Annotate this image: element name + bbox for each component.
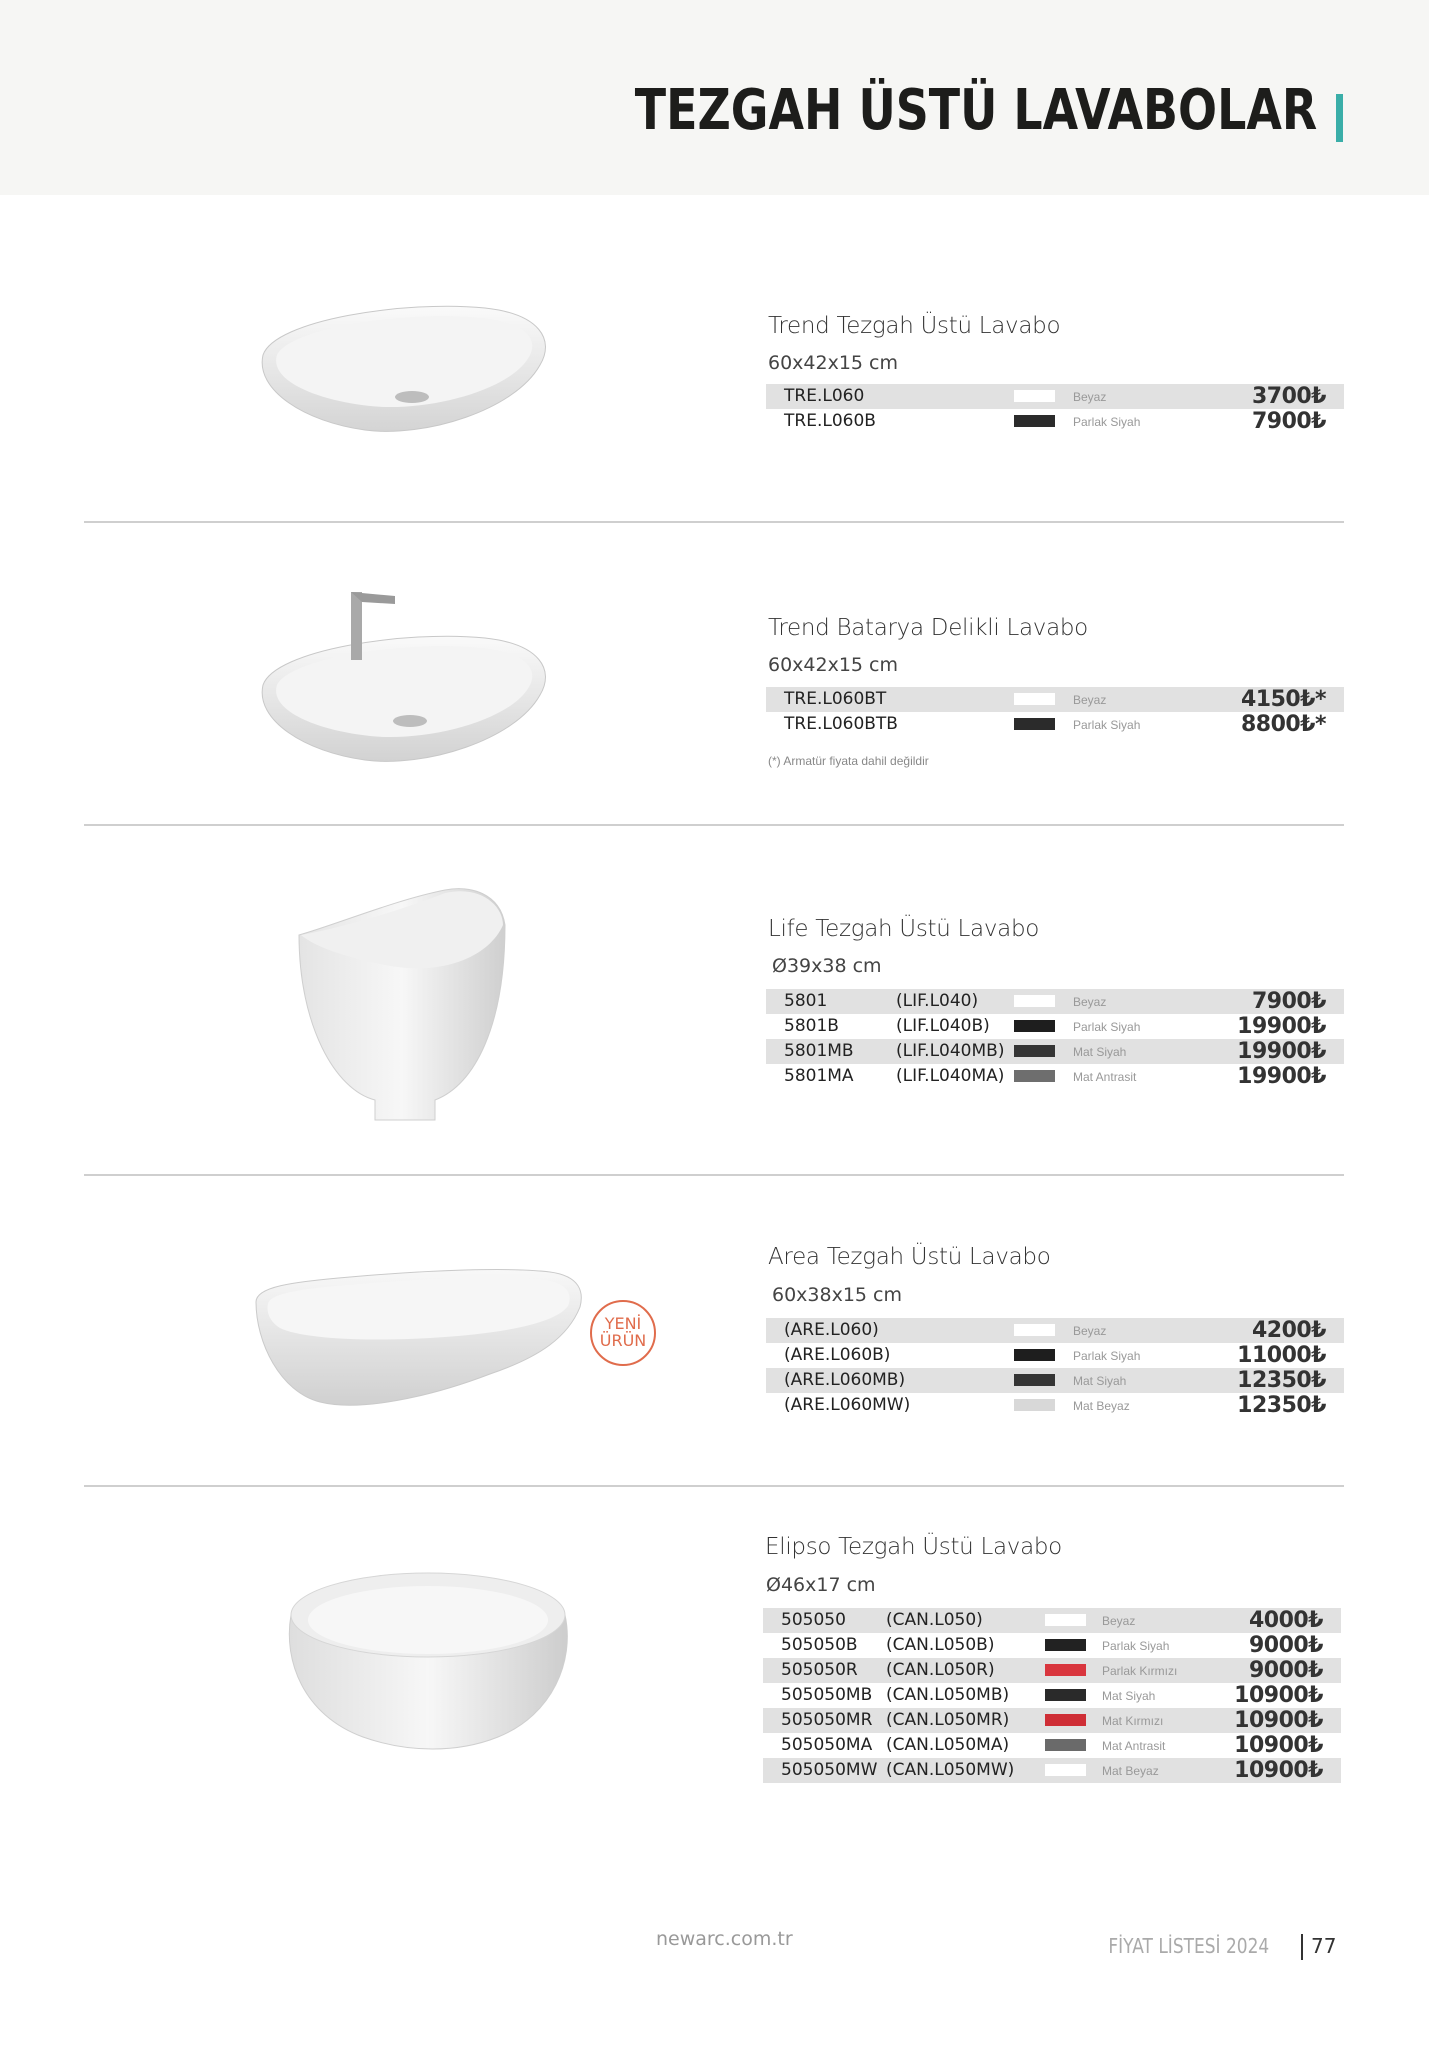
color-name: Beyaz — [1073, 995, 1107, 1009]
price-table — [763, 1608, 1341, 1783]
title-accent-bar — [1336, 94, 1343, 142]
price: 10900₺ — [1234, 1758, 1323, 1783]
color-swatch — [1014, 1045, 1055, 1057]
product-dimensions: 60x42x15 cm — [768, 352, 899, 374]
product-alt-code: (CAN.L050B) — [886, 1635, 995, 1655]
section-divider — [84, 1485, 1344, 1487]
color-swatch — [1014, 390, 1055, 402]
product-alt-code: (CAN.L050MW) — [886, 1760, 1015, 1780]
product-dimensions: Ø46x17 cm — [766, 1574, 876, 1596]
trend-faucet-basin-image — [255, 580, 555, 770]
product-code: TRE.L060BT — [784, 689, 887, 709]
price-table — [766, 384, 1344, 434]
section-divider — [84, 824, 1344, 826]
product-code: TRE.L060BTB — [784, 714, 898, 734]
color-name: Beyaz — [1073, 390, 1107, 404]
product-alt-code: (LIF.L040MA) — [896, 1066, 1005, 1086]
price: 19900₺ — [1237, 1064, 1326, 1089]
table-row — [763, 1658, 1341, 1683]
price: 4150₺* — [1240, 687, 1326, 712]
table-row — [766, 989, 1344, 1014]
product-alt-code: (CAN.L050) — [886, 1610, 983, 1630]
color-name: Parlak Siyah — [1073, 1349, 1141, 1363]
table-row — [766, 1393, 1344, 1418]
product-code: (ARE.L060B) — [784, 1345, 891, 1365]
color-swatch — [1045, 1764, 1086, 1776]
color-swatch — [1014, 1020, 1055, 1032]
price: 9000₺ — [1248, 1633, 1323, 1658]
color-swatch — [1045, 1639, 1086, 1651]
table-row — [766, 409, 1344, 434]
life-basin-image — [295, 885, 515, 1125]
color-name: Parlak Siyah — [1073, 1020, 1141, 1034]
color-name: Beyaz — [1102, 1614, 1136, 1628]
price-table — [766, 1318, 1344, 1418]
product-code: 5801MA — [784, 1066, 854, 1086]
product-code: 505050B — [781, 1635, 858, 1655]
price: 10900₺ — [1234, 1683, 1323, 1708]
product-code: TRE.L060B — [784, 411, 876, 431]
color-name: Mat Beyaz — [1102, 1764, 1159, 1778]
product-code: 5801MB — [784, 1041, 854, 1061]
product-code: 505050R — [781, 1660, 858, 1680]
color-name: Mat Siyah — [1073, 1374, 1127, 1388]
price: 7900₺ — [1251, 989, 1326, 1014]
table-row — [766, 712, 1344, 737]
badge-label: YENİ ÜRÜN — [599, 1314, 647, 1350]
price: 8800₺* — [1240, 712, 1326, 737]
color-swatch — [1014, 415, 1055, 427]
table-row — [763, 1608, 1341, 1633]
product-dimensions: Ø39x38 cm — [772, 955, 882, 977]
footnote: (*) Armatür fiyata dahil değildir — [768, 754, 929, 768]
product-code: 505050MR — [781, 1710, 873, 1730]
elipso-basin-image — [283, 1565, 573, 1755]
product-name: Area Tezgah Üstü Lavabo — [768, 1244, 1051, 1270]
product-code: 505050 — [781, 1610, 846, 1630]
new-product-badge — [590, 1300, 656, 1366]
table-row — [766, 1064, 1344, 1089]
table-row — [763, 1758, 1341, 1783]
product-alt-code: (CAN.L050MR) — [886, 1710, 1010, 1730]
color-name: Mat Beyaz — [1073, 1399, 1130, 1413]
table-row — [766, 1014, 1344, 1039]
product-alt-code: (LIF.L040B) — [896, 1016, 990, 1036]
color-name: Mat Kırmızı — [1102, 1714, 1164, 1728]
price: 12350₺ — [1237, 1393, 1326, 1418]
product-code: (ARE.L060MB) — [784, 1370, 906, 1390]
price: 9000₺ — [1248, 1658, 1323, 1683]
color-name: Parlak Siyah — [1073, 718, 1141, 732]
page-header — [0, 0, 1429, 195]
product-code: 5801 — [784, 991, 828, 1011]
color-name: Parlak Kırmızı — [1102, 1664, 1178, 1678]
table-row — [766, 1343, 1344, 1368]
product-name: Life Tezgah Üstü Lavabo — [768, 916, 1040, 942]
price: 12350₺ — [1237, 1368, 1326, 1393]
table-row — [766, 687, 1344, 712]
color-swatch — [1045, 1614, 1086, 1626]
product-code: 505050MA — [781, 1735, 873, 1755]
price: 10900₺ — [1234, 1733, 1323, 1758]
page-number: 77 — [1311, 1934, 1337, 1958]
table-row — [766, 1368, 1344, 1393]
table-row — [763, 1733, 1341, 1758]
color-swatch — [1014, 1070, 1055, 1082]
product-alt-code: (CAN.L050MA) — [886, 1735, 1010, 1755]
product-code: (ARE.L060) — [784, 1320, 879, 1340]
footer-price-list-label: FİYAT LİSTESİ 2024 — [1108, 1934, 1269, 1958]
price: 4000₺ — [1248, 1608, 1323, 1633]
product-name: Trend Tezgah Üstü Lavabo — [768, 313, 1061, 339]
product-alt-code: (CAN.L050R) — [886, 1660, 995, 1680]
product-alt-code: (CAN.L050MB) — [886, 1685, 1010, 1705]
product-code: TRE.L060 — [784, 386, 865, 406]
product-code: 505050MW — [781, 1760, 878, 1780]
color-swatch — [1014, 995, 1055, 1007]
product-code: 505050MB — [781, 1685, 873, 1705]
color-swatch — [1014, 693, 1055, 705]
trend-basin-image — [255, 300, 555, 440]
area-basin-image — [250, 1262, 585, 1412]
color-name: Parlak Siyah — [1073, 415, 1141, 429]
color-name: Beyaz — [1073, 1324, 1107, 1338]
table-row — [763, 1683, 1341, 1708]
product-alt-code: (LIF.L040MB) — [896, 1041, 1005, 1061]
price: 7900₺ — [1251, 409, 1326, 434]
color-swatch — [1014, 1324, 1055, 1336]
table-row — [766, 1039, 1344, 1064]
color-swatch — [1045, 1689, 1086, 1701]
table-row — [766, 384, 1344, 409]
product-code: 5801B — [784, 1016, 839, 1036]
price: 19900₺ — [1237, 1014, 1326, 1039]
price: 19900₺ — [1237, 1039, 1326, 1064]
price: 3700₺ — [1251, 384, 1326, 409]
color-name: Mat Siyah — [1073, 1045, 1127, 1059]
price-table — [766, 687, 1344, 737]
color-name: Mat Siyah — [1102, 1689, 1156, 1703]
color-swatch — [1014, 718, 1055, 730]
product-alt-code: (LIF.L040) — [896, 991, 979, 1011]
color-swatch — [1045, 1739, 1086, 1751]
price-table — [766, 989, 1344, 1089]
product-dimensions: 60x38x15 cm — [772, 1284, 903, 1306]
price: 4200₺ — [1251, 1318, 1326, 1343]
color-name: Parlak Siyah — [1102, 1639, 1170, 1653]
color-name: Beyaz — [1073, 693, 1107, 707]
table-row — [763, 1633, 1341, 1658]
product-dimensions: 60x42x15 cm — [768, 654, 899, 676]
product-name: Elipso Tezgah Üstü Lavabo — [765, 1534, 1062, 1560]
footer-website: newarc.com.tr — [656, 1928, 793, 1950]
color-name: Mat Antrasit — [1073, 1070, 1137, 1084]
price: 11000₺ — [1237, 1343, 1326, 1368]
color-swatch — [1014, 1349, 1055, 1361]
color-swatch — [1014, 1374, 1055, 1386]
table-row — [766, 1318, 1344, 1343]
section-divider — [84, 1174, 1344, 1176]
color-swatch — [1014, 1399, 1055, 1411]
color-swatch — [1045, 1664, 1086, 1676]
table-row — [763, 1708, 1341, 1733]
color-swatch — [1045, 1714, 1086, 1726]
color-name: Mat Antrasit — [1102, 1739, 1166, 1753]
footer-divider — [1301, 1934, 1303, 1960]
price: 10900₺ — [1234, 1708, 1323, 1733]
product-code: (ARE.L060MW) — [784, 1395, 911, 1415]
page-title: TEZGAH ÜSTÜ LAVABOLAR — [634, 78, 1317, 143]
product-name: Trend Batarya Delikli Lavabo — [768, 615, 1088, 641]
section-divider — [84, 521, 1344, 523]
